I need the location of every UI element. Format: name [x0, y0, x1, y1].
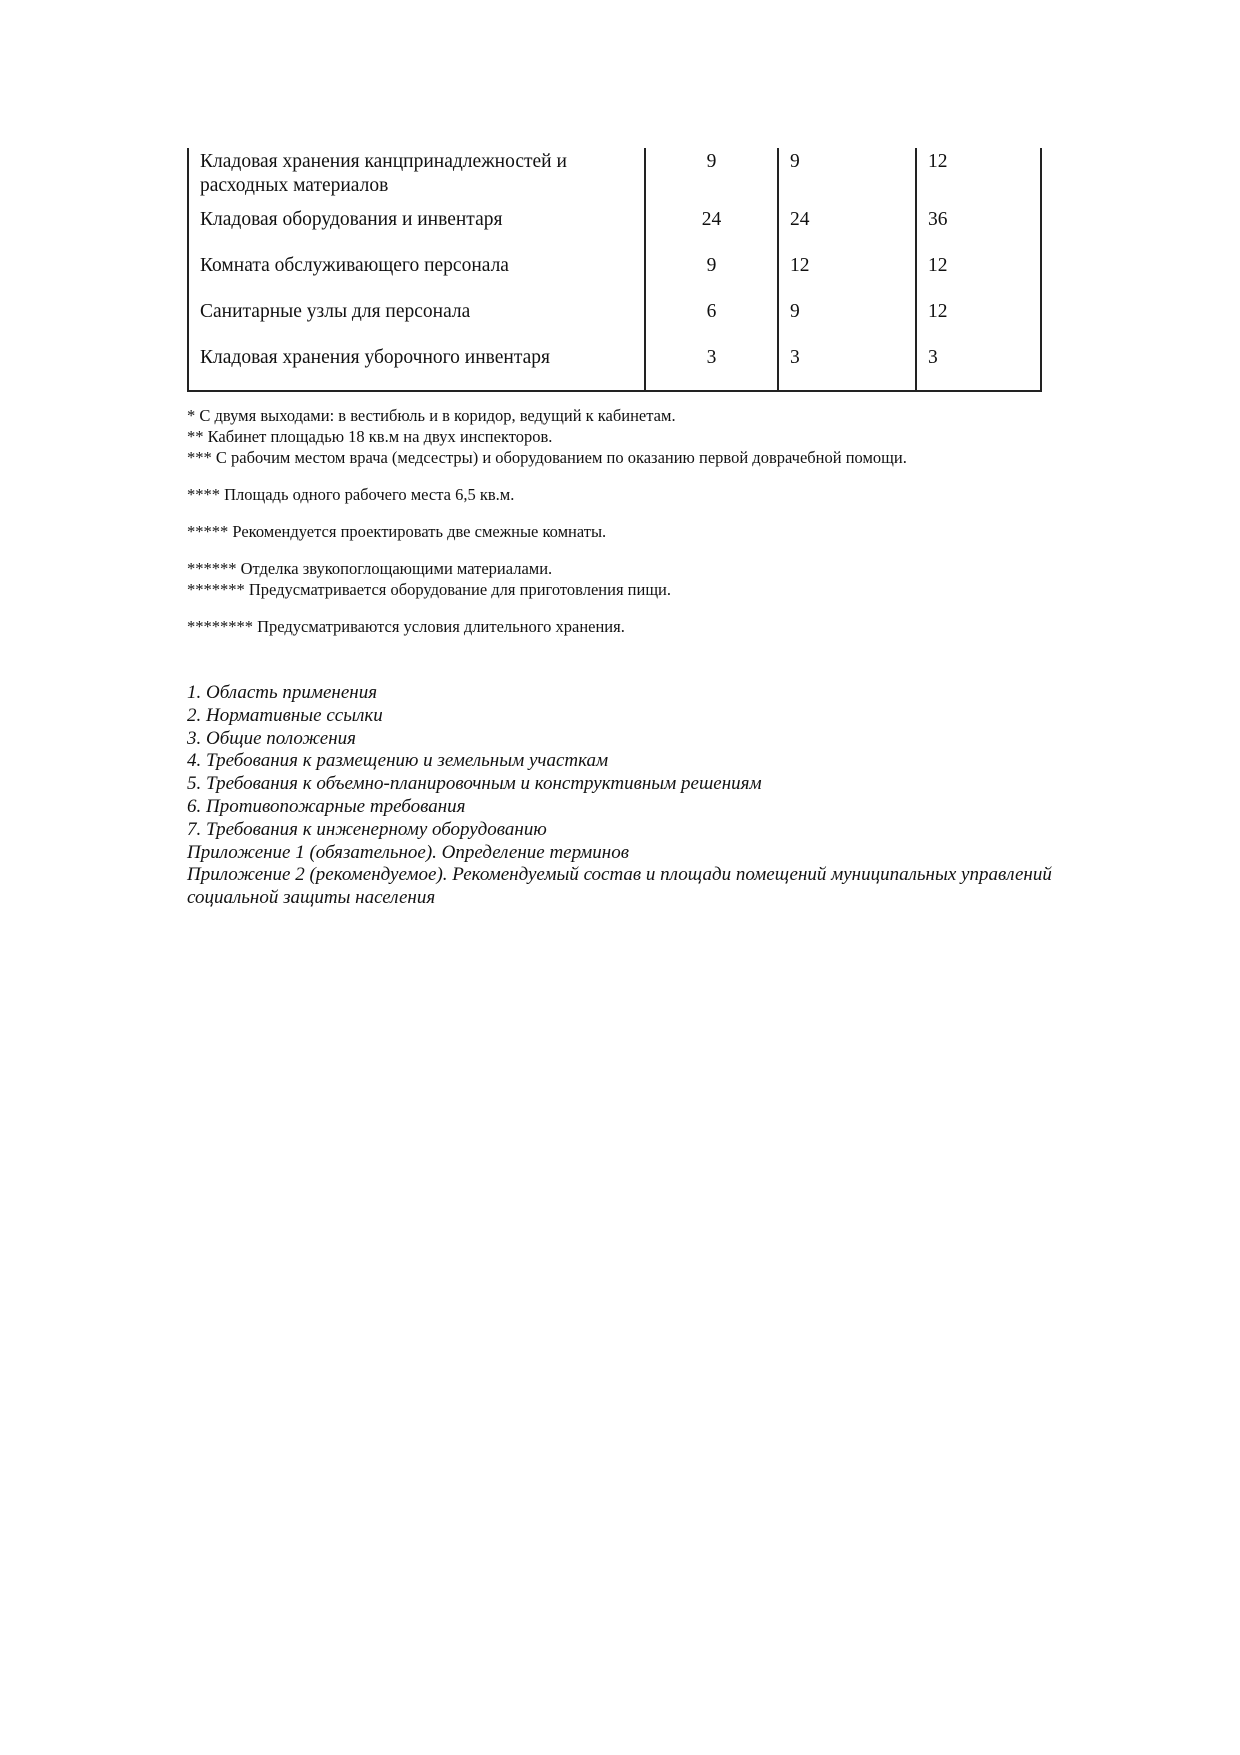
toc-item[interactable]: 2. Нормативные ссылки [187, 704, 383, 726]
area-value-cell: 6 [645, 300, 778, 346]
area-value-cell: 36 [916, 208, 1041, 254]
table-row [188, 208, 1041, 254]
toc-item[interactable]: Приложение 2 (рекомендуемое). Рекомендуемый состав и площади помещений муниципальных управлений социальной защиты населения [187, 864, 1052, 909]
area-value-cell: 24 [778, 208, 916, 254]
toc-item[interactable]: 5. Требования к объемно-планировочным и конструктивным решениям [187, 773, 762, 795]
room-name-cell: Санитарные узлы для персонала [188, 300, 645, 346]
rooms-area-table [187, 148, 1042, 392]
area-value-cell: 9 [778, 148, 916, 208]
area-value-cell: 3 [916, 346, 1041, 391]
footnote: * С двумя выходами: в вестибюль и в коридор, ведущий к кабинетам. [187, 406, 676, 425]
footnote: ** Кабинет площадью 18 кв.м на двух инспекторов. [187, 427, 553, 446]
table-row [188, 148, 1041, 208]
spacer [187, 600, 1087, 616]
footnote: ****** Отделка звукопоглощающими материалами. [187, 559, 553, 578]
table-row [188, 300, 1041, 346]
room-name-cell: Кладовая хранения уборочного инвентаря [188, 346, 645, 391]
area-value-cell: 9 [645, 148, 778, 208]
toc-item[interactable]: 1. Область применения [187, 682, 378, 703]
area-value-cell: 12 [778, 254, 916, 300]
toc-item[interactable]: 4. Требования к размещению и земельным участкам [187, 750, 609, 772]
area-value-cell: 12 [916, 148, 1041, 208]
room-name-cell: Комната обслуживающего персонала [188, 254, 645, 300]
toc-item[interactable]: 6. Противопожарные требования [187, 795, 466, 817]
area-value-cell: 3 [778, 346, 916, 391]
area-value-cell: 12 [916, 254, 1041, 300]
table-row [188, 346, 1041, 391]
footnote: ******** Предусматриваются условия длительного хранения. [187, 617, 625, 636]
area-value-cell: 12 [916, 300, 1041, 346]
spacer [187, 505, 1087, 521]
room-name-cell: Кладовая оборудования и инвентаря [188, 208, 645, 254]
table-row [188, 254, 1041, 300]
spacer [187, 468, 1087, 484]
footnote: ******* Предусматривается оборудование для приготовления пищи. [187, 580, 672, 599]
room-name-cell: Кладовая хранения канцпринадлежностей и расходных материалов [188, 148, 645, 208]
footnotes [187, 405, 1087, 637]
area-value-cell: 3 [645, 346, 778, 391]
spacer [187, 542, 1087, 558]
footnote: **** Площадь одного рабочего места 6,5 кв.м. [187, 485, 515, 504]
table-of-contents [187, 682, 1057, 910]
toc-item[interactable]: 3. Общие положения [187, 727, 356, 749]
footnote: *** С рабочим местом врача (медсестры) и оборудованием по оказанию первой доврачебной помощи. [187, 448, 907, 467]
footnote: ***** Рекомендуется проектировать две смежные комнаты. [187, 522, 607, 541]
toc-item[interactable]: Приложение 1 (обязательное). Определение терминов [187, 841, 629, 863]
area-value-cell: 9 [778, 300, 916, 346]
area-value-cell: 24 [645, 208, 778, 254]
toc-item[interactable]: 7. Требования к инженерному оборудованию [187, 818, 547, 840]
area-value-cell: 9 [645, 254, 778, 300]
